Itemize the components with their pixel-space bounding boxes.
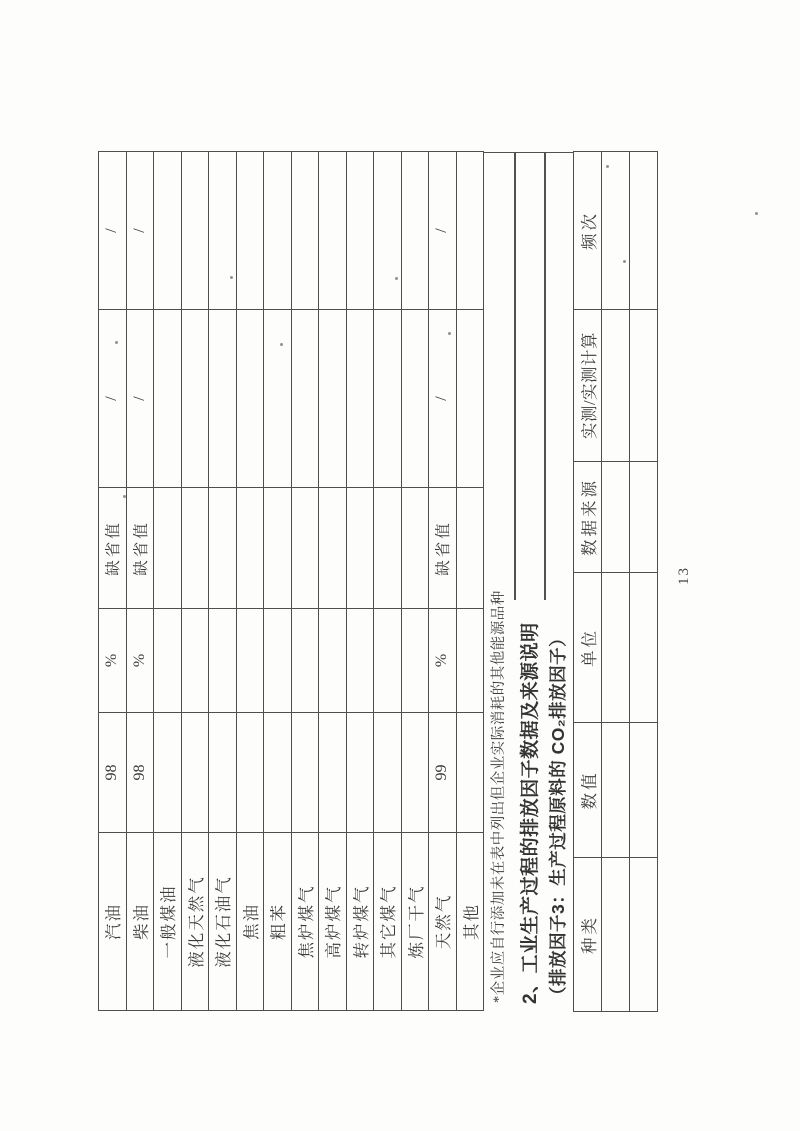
fuel-unit-cell	[374, 609, 402, 713]
fuel-source-cell	[181, 488, 209, 609]
process-table-header-row	[574, 152, 602, 1012]
process-table-empty-row	[602, 152, 630, 1012]
scan-speck	[755, 212, 758, 215]
fuel-type-cell: 焦油	[236, 833, 264, 1011]
fuel-type-cell: 其它煤气	[374, 833, 402, 1011]
fuel-table-row	[346, 152, 374, 1011]
fuel-unit-cell	[181, 609, 209, 713]
fuel-source-cell	[154, 488, 182, 609]
fuel-unit-cell	[154, 609, 182, 713]
process-table-empty-row	[630, 152, 658, 1012]
fuel-unit-cell	[319, 609, 347, 713]
table-footnote: *企业应自行添加未在表中列出但企业实际消耗的其他能源品种	[491, 590, 507, 1003]
fuel-measure-cell: /	[429, 310, 457, 488]
fuel-measure-cell	[319, 310, 347, 488]
fuel-source-cell	[319, 488, 347, 609]
section-subheading: （排放因子3：生产过程原料的 CO₂排放因子）	[548, 628, 568, 1004]
fuel-frequency-cell	[181, 152, 209, 310]
fuel-measure-cell	[456, 310, 484, 488]
fuel-table-row	[154, 152, 182, 1011]
fuel-value-cell	[346, 713, 374, 833]
fuel-type-cell: 高炉煤气	[319, 833, 347, 1011]
fuel-frequency-cell: /	[126, 152, 154, 310]
fuel-table-row	[291, 152, 319, 1011]
page-number: 13	[676, 566, 692, 585]
fuel-table-row	[374, 152, 402, 1011]
fuel-source-cell	[264, 488, 292, 609]
fuel-type-cell: 液化天然气	[181, 833, 209, 1011]
scan-speck	[123, 495, 126, 498]
fuel-table-row	[236, 152, 264, 1011]
fuel-measure-cell	[181, 310, 209, 488]
right-edge-rule	[483, 152, 574, 154]
fuel-table-row	[181, 152, 209, 1011]
header-type: 种类	[574, 858, 602, 1012]
fuel-unit-cell: %	[429, 609, 457, 713]
scan-speck	[448, 332, 451, 335]
fuel-frequency-cell: /	[99, 152, 127, 310]
fuel-frequency-cell	[401, 152, 429, 310]
process-table-empty-cell	[602, 723, 630, 858]
fuel-frequency-cell	[236, 152, 264, 310]
fuel-value-cell	[291, 713, 319, 833]
fuel-table-row	[99, 152, 127, 1011]
fuel-frequency-cell	[456, 152, 484, 310]
process-table-empty-cell	[630, 152, 658, 310]
fuel-value-cell	[181, 713, 209, 833]
fuel-frequency-cell: /	[429, 152, 457, 310]
scan-speck	[395, 277, 398, 280]
scan-speck	[280, 343, 283, 346]
fuel-type-cell: 转炉煤气	[346, 833, 374, 1011]
partial-rule-top	[514, 152, 516, 600]
scan-speck	[623, 260, 626, 263]
fuel-value-cell	[264, 713, 292, 833]
fuel-measure-cell	[236, 310, 264, 488]
fuel-frequency-cell	[291, 152, 319, 310]
fuel-source-cell: 缺省值	[99, 488, 127, 609]
process-factor-table	[573, 151, 658, 1012]
process-table-empty-cell	[630, 310, 658, 462]
header-unit: 单位	[574, 573, 602, 723]
process-table-empty-cell	[630, 858, 658, 1012]
fuel-frequency-cell	[319, 152, 347, 310]
header-data-source: 数据来源	[574, 462, 602, 573]
fuel-table-row	[319, 152, 347, 1011]
scan-speck	[230, 276, 233, 279]
fuel-type-cell: 一般煤油	[154, 833, 182, 1011]
partial-rule-bottom	[544, 152, 546, 600]
fuel-value-cell: 99	[429, 713, 457, 833]
fuel-source-cell: 缺省值	[126, 488, 154, 609]
fuel-unit-cell	[401, 609, 429, 713]
fuel-unit-cell	[456, 609, 484, 713]
fuel-table-row	[401, 152, 429, 1011]
fuel-unit-cell	[236, 609, 264, 713]
header-value: 数值	[574, 723, 602, 858]
fuel-measure-cell	[264, 310, 292, 488]
fuel-table-row	[264, 152, 292, 1011]
fuel-type-cell: 液化石油气	[209, 833, 237, 1011]
process-table-empty-cell	[630, 573, 658, 723]
fuel-source-cell	[291, 488, 319, 609]
process-table-empty-cell	[602, 573, 630, 723]
fuel-value-cell	[154, 713, 182, 833]
scan-speck	[115, 341, 118, 344]
fuel-unit-cell	[346, 609, 374, 713]
fuel-measure-cell	[401, 310, 429, 488]
fuel-value-cell: 98	[126, 713, 154, 833]
process-table-empty-cell	[602, 462, 630, 573]
fuel-source-cell	[374, 488, 402, 609]
fuel-factor-table	[98, 151, 484, 1011]
fuel-table-row	[429, 152, 457, 1011]
fuel-table-row	[126, 152, 154, 1011]
fuel-value-cell	[209, 713, 237, 833]
fuel-measure-cell	[154, 310, 182, 488]
fuel-value-cell	[401, 713, 429, 833]
fuel-value-cell	[456, 713, 484, 833]
fuel-type-cell: 炼厂干气	[401, 833, 429, 1011]
fuel-value-cell	[374, 713, 402, 833]
fuel-measure-cell: /	[99, 310, 127, 488]
fuel-measure-cell	[374, 310, 402, 488]
fuel-type-cell: 柴油	[126, 833, 154, 1011]
scan-speck	[606, 165, 609, 168]
process-table-empty-cell	[602, 152, 630, 310]
fuel-measure-cell	[209, 310, 237, 488]
process-table-empty-cell	[630, 723, 658, 858]
fuel-unit-cell	[291, 609, 319, 713]
fuel-unit-cell	[209, 609, 237, 713]
process-table-empty-cell	[630, 462, 658, 573]
fuel-table-row	[456, 152, 484, 1011]
process-table-empty-cell	[602, 310, 630, 462]
fuel-value-cell	[236, 713, 264, 833]
fuel-measure-cell: /	[126, 310, 154, 488]
fuel-source-cell	[236, 488, 264, 609]
fuel-frequency-cell	[264, 152, 292, 310]
section-heading: 2、工业生产过程的排放因子数据及来源说明	[520, 622, 541, 1004]
fuel-unit-cell: %	[99, 609, 127, 713]
fuel-type-cell: 焦炉煤气	[291, 833, 319, 1011]
fuel-type-cell: 天然气	[429, 833, 457, 1011]
fuel-type-cell: 其他	[456, 833, 484, 1011]
fuel-table-body	[99, 152, 484, 1011]
header-measured-calc: 实测/实测计算	[574, 310, 602, 462]
fuel-measure-cell	[291, 310, 319, 488]
fuel-source-cell	[346, 488, 374, 609]
fuel-type-cell: 汽油	[99, 833, 127, 1011]
fuel-measure-cell	[346, 310, 374, 488]
fuel-frequency-cell	[374, 152, 402, 310]
fuel-type-cell: 粗苯	[264, 833, 292, 1011]
fuel-frequency-cell	[346, 152, 374, 310]
process-table-empty-cell	[602, 858, 630, 1012]
fuel-value-cell: 98	[99, 713, 127, 833]
fuel-value-cell	[319, 713, 347, 833]
fuel-unit-cell	[264, 609, 292, 713]
fuel-source-cell	[209, 488, 237, 609]
fuel-frequency-cell	[154, 152, 182, 310]
fuel-unit-cell: %	[126, 609, 154, 713]
fuel-source-cell	[401, 488, 429, 609]
fuel-table-row	[209, 152, 237, 1011]
process-table-body	[574, 152, 658, 1012]
fuel-source-cell	[456, 488, 484, 609]
fuel-source-cell: 缺省值	[429, 488, 457, 609]
fuel-frequency-cell	[209, 152, 237, 310]
header-frequency: 频次	[574, 152, 602, 310]
